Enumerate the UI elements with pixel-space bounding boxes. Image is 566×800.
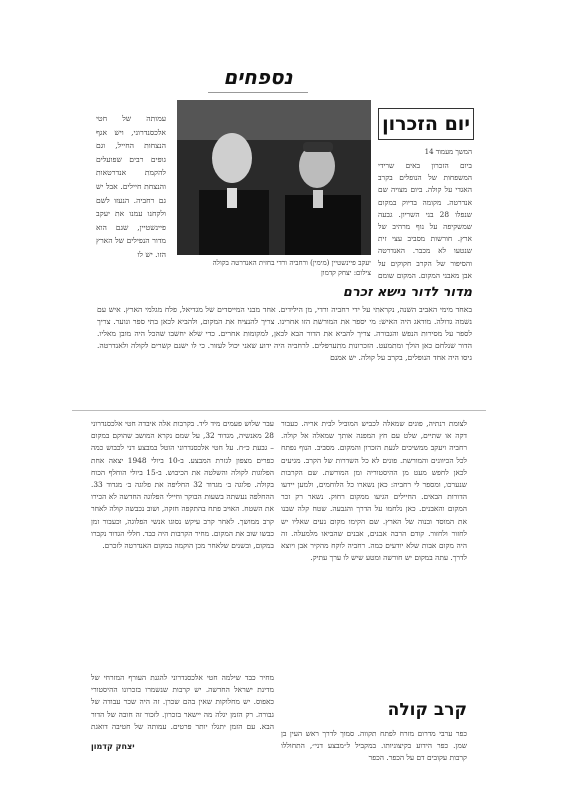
article1-intro: ביום הזכרון באים שרידי המשפחות של הנופלים בקרב האגדי על קולה. ביום מצויה שם אנדרטה. מקומה בדיוק במקום שנפלו 28 בני השריון. גבעה שמשקיפה על נוף מרהיב של ארץ. חורשות מסביב עצי זית שנטעו לא מכבר. האנדרטה והסיפור של הקרב חקוקים על אבן מאבני המקום. המקום שומם: [378, 161, 472, 280]
photo-credit: צילום: יצחק קדמון: [321, 269, 371, 277]
article2-col-right: לצומת רנתיה, פונים שמאלה לכביש המוביל לבית אריה. כעבור דקה או שתיים, שלט עם חץ המפנה אותך שמאלה אל קולה. רחביה ויעקב ממשיכים לגעת הזכרון והמקום. מסביב. הנוף נפתח לכל הכיוונים והמורשת. פונים לא כל השדרות של הקרב. מגיעים לכאן לחפש מעט מן ההיסטוריה ומן המורשת. שם הקרבות שנערכו, ומספר לי רחביה: כאן נשארו כל הלוחמים, ולמען יידעו הדורות הבאים. החיילים הגיעו ממקום רחוק. נשאר רק זכר המקום והאבנים. כאן נלחמו על הדרך והגבעה. שטח קלה שבנו את המוסד ובנוה של הארץ. שם הקימו מקום נעים שאליו יש לחזור ולחזור. קודם הרבה אבנים, אבנים שהביאו מלמעלה. זה היה מקום אבות שלא יודעים כמה. רחביה לוקח מהקיר אבן ויוצא לדרך. עתה במקום יש חורשה ומטע שיש לו ערך עתיק.: [281, 419, 467, 563]
photo-side-text: עמותה של חטי אלכסנדרוני, ויש אגף הנצחות החייל, וגם גופים רבים שפועלים להקמת אנדרטאות והנצחת חיילים. אבל יש גם רחביה. הנעזו לשם ולקחנו עמנו את יעקב פיינשטיין, שגם הוא מדור הנפילים של הארץ הזו. יש לו: [96, 114, 166, 259]
author-signature: יצחק קדמון: [91, 742, 135, 751]
section-divider: [72, 410, 486, 411]
header-title-box: [208, 62, 308, 93]
article1-body: באחד מימי האביב השנה, נקראתי על ידי רחביה ורדי, מן הילידים. אחד מבני המייסדים של מגדיאל, פלח מגלמי הארץ. איש עם נשמה גדולה. מודאג היה האיש: מי יספר את המורשת הזו אחרינו. צריך להנציח את המקום, ולהביא לכאן בתי ספר ונוער. צריך לספר על מסירות הנפש והגבורה. צריך להביא את הדור הבא לכאן, למקומות אחרים. כדי שלא יחשבו שהכל היה מובן מאליו. הדור שנלחם כאן הולך ומתמעט. הזכרונות מתערפלים. לרחביה היה ידוע שאני יכול לעזור. כי לו ישנם קשרים לקולה ולאנדרטה. גיסו היה אחד הנופלים, בקרב על קולה. יש אמנם: [97, 305, 472, 362]
article2-bottom-text: כפר ערבי מדרום מזרח לפתח תקווה. סמוך לדרך ראש העין בן שמן. כפר הידוע בקיצוניותו. במקביל ל״מבצע דני״, התחוללו קרבות עקובים דם על הכפר. הכפר: [281, 729, 467, 762]
article2-col-left: עבר שלוש פעמים מיד ליד. בקרבות אלה איבדה חטי אלכסנדרוני 28 מאנשיה, מגדוד 32, על שמם נקרא המושב שהוקם במקום – גבעת כ״ח. על חטי אלכסנדרוני הוטל במבצע דני לכבוש כמה כפרים מצפון לגזרת המבצע. ב-10 ביולי 1948 יצאה אחת הפלוגות לקולה והשלטה את הכיבוש. ב-15 ביולי הוחלף הכוח בקולה. פלוגה ב׳ מגדוד 32 החליפה את פלוגה ב׳ מגדוד 33. ההחלפה נעשתה בשעות הבוקר וחיילי הפלוגה החדשה לא הכירו את השטח. האויב פתח בהתקפה חזקה, ושוב נכבשה קולה לאחר קרב ממושך. לאחר קרב עיקש נסוגו אנשי הפלוגה, וכעבור זמן כבשו שוב את המקום. מחיר הקרבות היה כבד. חללי הגדוד נקברו במקום, ובשנים שלאחר מכן הוקמה במקום האנדרטה לזכרם.: [91, 419, 274, 551]
article1-continued: המשך מעמוד 14: [424, 148, 472, 156]
article1-subtitle: מדור לדור נישא זכרם: [342, 285, 472, 300]
article2-col-left-continued: מחיר כבד שילמה חטי אלכסנדרוני להגנת העורף המזרחי של מדינת ישראל החדשה. יש קרבות שנשמרו בזכרונו ההיסטורי כאפוס. יש מחלוקות שאין בהם שכרן. זה היה שכר עבודה של גבורה. רק הזמן יגלה מה יישאר בזכרון. לזכור זה חובה של הדור הבא. עם הזמן יתגלו יותר פרטים. עמותה של חטיבה דואגת: [91, 673, 274, 731]
article1-title-box: [378, 108, 474, 140]
page-header-title: נספחים: [223, 65, 293, 89]
photo-caption: יעקב פיינשטיין (מימין) ורחביה ורדי בחזית האנדרטה בקולה: [212, 259, 371, 267]
article1-title: יום הזכרון: [382, 113, 470, 135]
article2-subtitle: קרב קולה: [387, 700, 467, 720]
photo-image: [177, 100, 371, 255]
photo: [177, 100, 371, 255]
